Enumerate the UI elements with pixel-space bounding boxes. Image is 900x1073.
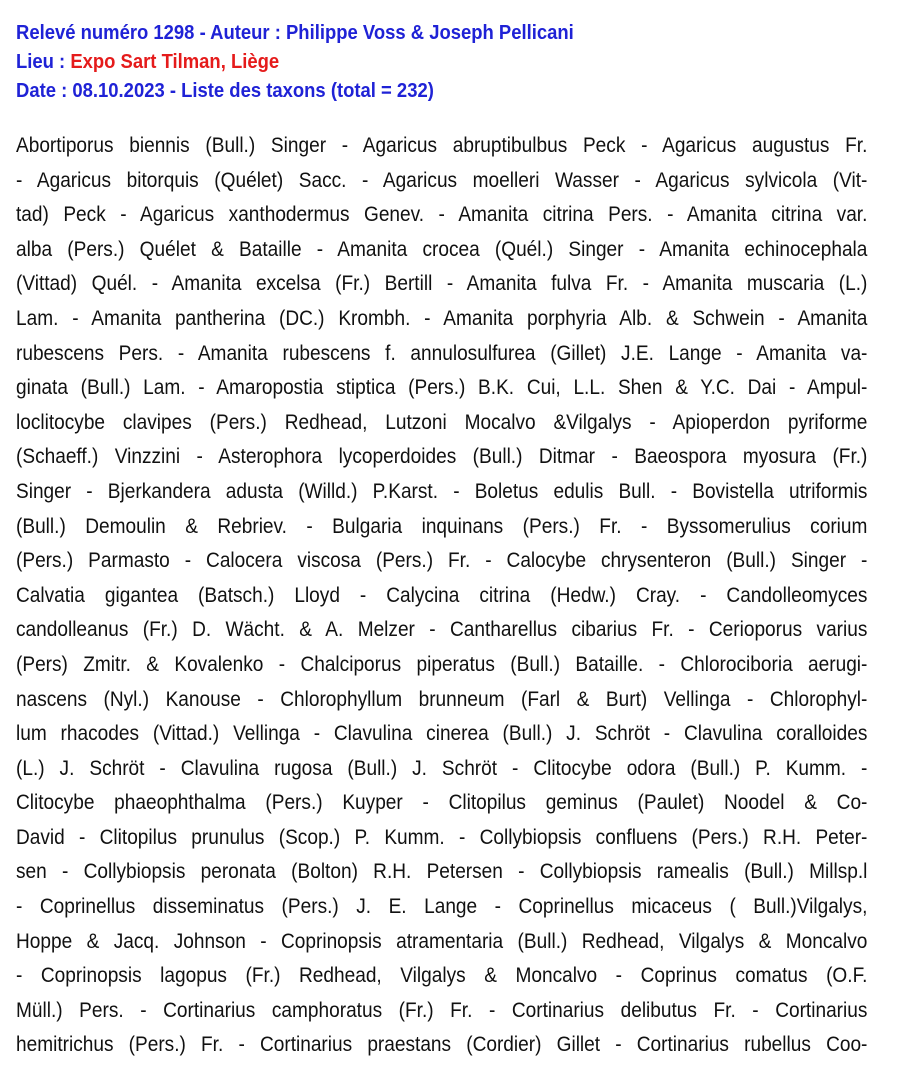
taxa-line: sen - Collybiopsis peronata (Bolton) R.H. Petersen - Collybiopsis ramealis (Bull.) Millsp.l — [16, 860, 868, 884]
taxa-line: - Agaricus bitorquis (Quélet) Sacc. - Agaricus moelleri Wasser - Agaricus sylvicola (Vit- — [16, 168, 868, 192]
taxa-line: loclitocybe clavipes (Pers.) Redhead, Lutzoni Mocalvo &Vilgalys - Apioperdon pyriforme — [16, 410, 868, 434]
taxa-line: Lam. - Amanita pantherina (DC.) Krombh. - Amanita porphyria Alb. & Schwein - Amanita — [16, 306, 868, 330]
taxa-line: Abortiporus biennis (Bull.) Singer - Agaricus abruptibulbus Peck - Agaricus augustus Fr. — [16, 134, 868, 157]
document-header — [16, 18, 799, 105]
date-line: Date : 08.10.2023 - Liste des taxons (total = 232) — [16, 79, 434, 102]
taxa-line: Singer - Bjerkandera adusta (Willd.) P.Karst. - Boletus edulis Bull. - Bovistella utriformis — [16, 479, 868, 503]
taxa-line: (Vittad) Quél. - Amanita excelsa (Fr.) Bertill - Amanita fulva Fr. - Amanita muscaria (L.) — [16, 272, 868, 296]
taxa-line: (Pers.) Parmasto - Calocera viscosa (Pers.) Fr. - Calocybe chrysenteron (Bull.) Singer - — [16, 549, 868, 573]
taxa-line: Calvatia gigantea (Batsch.) Lloyd - Calycina citrina (Hedw.) Cray. - Candolleomyces — [16, 583, 868, 607]
taxa-line: (Bull.) Demoulin & Rebriev. - Bulgaria inquinans (Pers.) Fr. - Byssomerulius corium — [16, 514, 868, 538]
lieu-value: Expo Sart Tilman, Liège — [70, 50, 280, 73]
lieu-line — [16, 47, 799, 76]
taxa-line: - Coprinopsis lagopus (Fr.) Redhead, Vilgalys & Moncalvo - Coprinus comatus (O.F. — [16, 964, 868, 988]
lieu-label: Lieu : — [16, 50, 71, 73]
taxa-list — [16, 129, 867, 1063]
releve-title: Relevé numéro 1298 - Auteur : Philippe Voss & Joseph Pellicani — [16, 21, 574, 44]
taxa-line: candolleanus (Fr.) D. Wächt. & A. Melzer - Cantharellus cibarius Fr. - Cerioporus varius — [16, 618, 868, 642]
taxa-line: Hoppe & Jacq. Johnson - Coprinopsis atramentaria (Bull.) Redhead, Vilgalys & Moncalvo — [16, 929, 868, 953]
taxa-line: rubescens Pers. - Amanita rubescens f. annulosulfurea (Gillet) J.E. Lange - Amanita va- — [16, 341, 868, 365]
taxa-line: (Pers) Zmitr. & Kovalenko - Chalciporus piperatus (Bull.) Bataille. - Chlorociboria aerugi- — [16, 652, 868, 676]
taxa-line: lum rhacodes (Vittad.) Vellinga - Clavulina cinerea (Bull.) J. Schröt - Clavulina coralloides — [16, 722, 868, 746]
taxa-line: Müll.) Pers. - Cortinarius camphoratus (Fr.) Fr. - Cortinarius delibutus Fr. - Cortinarius — [16, 998, 868, 1022]
taxa-line: (L.) J. Schröt - Clavulina rugosa (Bull.) J. Schröt - Clitocybe odora (Bull.) P. Kumm. - — [16, 756, 868, 780]
taxa-line: David - Clitopilus prunulus (Scop.) P. Kumm. - Collybiopsis confluens (Pers.) R.H. Peter- — [16, 825, 868, 849]
taxa-line: ginata (Bull.) Lam. - Amaropostia stiptica (Pers.) B.K. Cui, L.L. Shen & Y.C. Dai - Ampul- — [16, 376, 868, 400]
taxa-line: tad) Peck - Agaricus xanthodermus Genev. - Amanita citrina Pers. - Amanita citrina var. — [16, 203, 868, 227]
taxa-line: alba (Pers.) Quélet & Bataille - Amanita crocea (Quél.) Singer - Amanita echinocephala — [16, 237, 868, 261]
taxa-line: hemitrichus (Pers.) Fr. - Cortinarius praestans (Cordier) Gillet - Cortinarius rubellus Coo- — [16, 1033, 868, 1057]
taxa-line: - Coprinellus disseminatus (Pers.) J. E. Lange - Coprinellus micaceus ( Bull.)Vilgalys, — [16, 895, 868, 919]
taxa-line: (Schaeff.) Vinzzini - Asterophora lycoperdoides (Bull.) Ditmar - Baeospora myosura (Fr.) — [16, 445, 868, 469]
taxa-line: nascens (Nyl.) Kanouse - Chlorophyllum brunneum (Farl & Burt) Vellinga - Chlorophyl- — [16, 687, 868, 711]
taxa-line: Clitocybe phaeophthalma (Pers.) Kuyper - Clitopilus geminus (Paulet) Noodel & Co- — [16, 791, 868, 815]
